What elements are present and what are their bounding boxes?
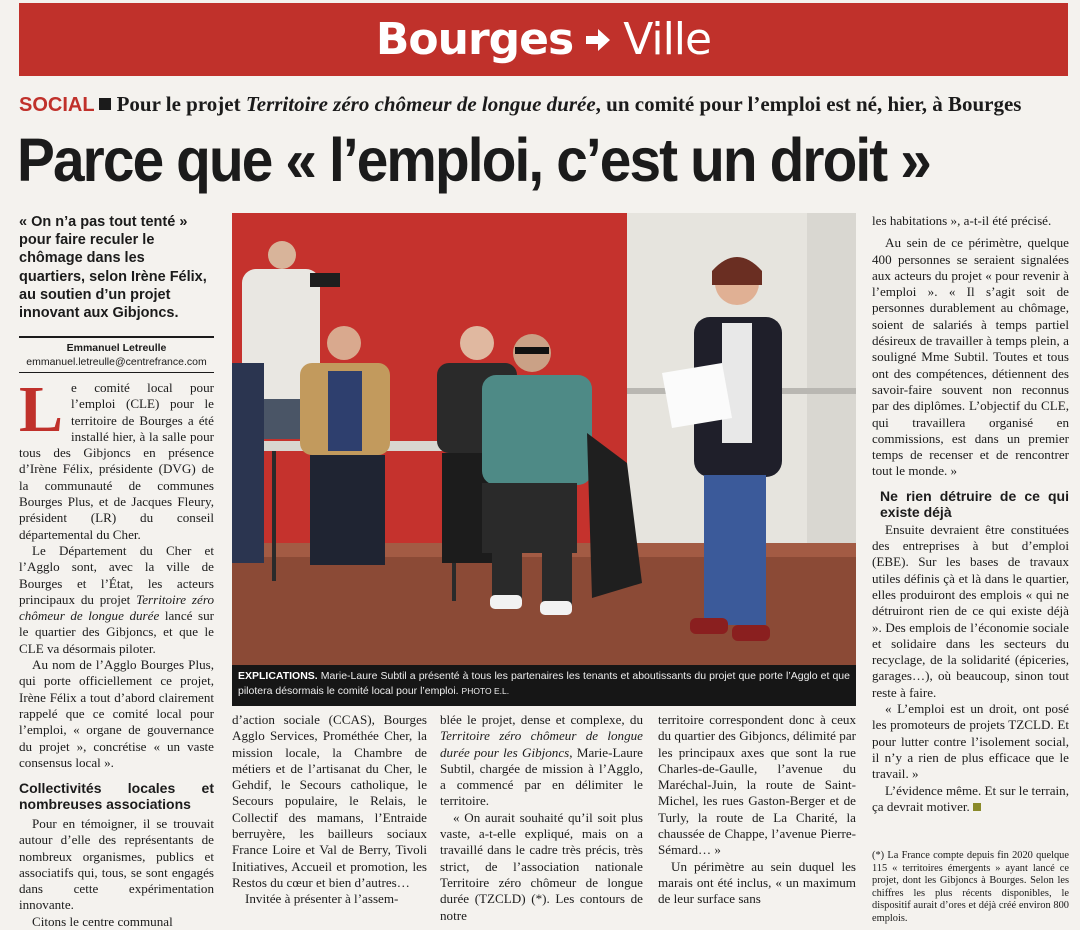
paragraph: « On aurait souhaité qu’il soit plus vaste, a-t-elle expliqué, mais on a travaillé dans le cadre très précis, très strict, de l’association nationale Territoire zéro chômeur de longue durée (TZCLD) (*). Les contours de notre <box>440 809 643 923</box>
paragraph-text: , Marie-Laure Subtil, chargée de mission à l’Agglo, a commencé par en délimiter le territoire. <box>440 744 643 809</box>
paragraph-text: lancé sur le quartier des Gibjoncs, et que le CLE va désormais piloter. <box>19 608 215 656</box>
paragraph-text: L’évidence même. Et sur le terrain, ça devrait motiver. <box>872 782 1069 814</box>
project-name: Territoire zéro chômeur de longue durée <box>19 591 214 624</box>
article-photo <box>232 213 856 665</box>
lead-paragraph: « On n’a pas tout tenté » pour faire reculer le chômage dans les quartiers, selon Irène Félix, au soutien d’un projet innovant aux Gibjoncs. <box>19 214 207 322</box>
footnote: (*) La France compte depuis fin 2020 quelque 115 « territoires émergents » ayant lancé ce projet, dont les Gibjoncs à Bourges. Selon les chiffres les plus récents disponibles, le dispositif aurait d’ores et déjà créé environ 800 emplois. <box>872 850 1069 924</box>
kicker-project: Territoire zéro chômeur de longue durée <box>245 92 596 116</box>
photo-credit: PHOTO E.L. <box>461 685 510 696</box>
paragraph: d’action sociale (CCAS), Bourges Agglo Services, Prométhée Cher, la mission locale, la Chambre de métiers et de l’artisanat du Cher, le Gehdif, le Secours catholique, le Secours populaire, le Relais, le Collectif des mamans, l’Entraide berruyère, les bailleurs sociaux France Loire et Val de Berry, Tivoli Initiatives, Accueil et promotion, les Restos du cœur et bien d’autres… <box>232 712 427 890</box>
banner-section: Ville <box>623 14 712 65</box>
paragraph: territoire correspondent donc à ceux du quartier des Gibjoncs, délimité par les principaux axes que sont la rue Charles-de-Gaulle, l’avenue du Maréchal-Juin, la route de Saint-Michel, les rues Gaston-Berger et de Turly, la route de La Charité, la chaussée de Chappe, l’avenue Pierre-Sémard… » <box>658 712 856 858</box>
author-email[interactable]: emmanuel.letreulle@centrefrance.com <box>26 356 207 368</box>
photo-caption <box>232 665 856 706</box>
author-name: Emmanuel Letreulle <box>66 342 167 354</box>
paragraph: Pour en témoigner, il se trouvait autour d’elle des représentants de nombreux organismes, publics et associatifs qui, tous, se sont engagés dans cette expérimentation innovante. <box>19 816 214 913</box>
banner-city: Bourges <box>375 14 574 65</box>
paragraph: Au sein de ce périmètre, quelque 400 personnes se seraient signalées aux acteurs du projet « pour revenir à l’emploi ». « Il s’agit soit de personnes durablement au chômage, soient de salariés à temps partiel désireux de travailler à temps plein, a souligné Mme Subtil. Toutes et tous ont des compétences, détiennent des savoir-faire souvent non reconnus par des diplômes. L’objectif du CLE, qui travaillera organisé en commissions, est dans un premier temps de recenser et de rencontrer tout le monde. » <box>872 235 1069 479</box>
article-column-3 <box>440 712 643 924</box>
paragraph-text: e comité local pour l’emploi (CLE) pour le territoire de Bourges a été installé hier, à la salle pour tous des Gibjoncs en présence d’Irène Félix, présidente (DVG) de la communauté de communes Bourges Plus, et de Jacques Fleury, président (LR) du conseil départemental du Cher. <box>19 380 214 542</box>
headline: Parce que « l’emploi, c’est un droit » <box>17 126 930 194</box>
paragraph: Invitée à présenter à l’assem- <box>245 891 399 907</box>
paragraph-text: Le Département du Cher et l’Agglo sont, avec la ville de Bourges et l’État, les acteurs principaux du projet <box>19 542 214 607</box>
article-column-2 <box>232 712 427 908</box>
rubric-label: SOCIAL <box>19 94 95 116</box>
kicker <box>19 92 1069 117</box>
divider <box>19 336 214 338</box>
paragraph: Ensuite devraient être constituées des entreprises à but d’emploi (EBE). Sur les bases de travaux utiles définis çà et là dans le quartier, elles produiront des emplois « qui ne détruiront rien de ce qui existe déjà ». Des emplois de l’économie sociale et solidaire dans les secteurs du recyclage, de la solidarité (épiceries, garages…), où beaucoup, sinon tout reste à faire. <box>872 521 1069 700</box>
subheading: Ne rien détruire de ce qui existe déjà <box>880 487 1069 520</box>
caption-text: Marie-Laure Subtil a présenté à tous les partenaires les tenants et aboutissants du projet que porte l’Agglo et que pilotera désormais le comité local pour l’emploi. <box>238 670 850 697</box>
drop-cap: L <box>19 373 64 446</box>
square-bullet-icon <box>99 98 111 110</box>
paragraph-text: blée le projet, dense et complexe, du <box>440 712 643 727</box>
paragraph: « L’emploi est un droit, ont posé les promoteurs de projets TZCLD. Et pour lutter contre l’isolement social, il n’y a rien de plus efficace que le travail. » <box>872 701 1069 782</box>
article-column-5 <box>872 213 1069 815</box>
paragraph: les habitations », a-t-il été précisé. <box>872 213 1052 228</box>
caption-label: EXPLICATIONS. <box>238 670 318 682</box>
section-banner <box>19 3 1068 76</box>
paragraph: Au nom de l’Agglo Bourges Plus, qui porte officiellement ce projet, Irène Félix a tout d’abord clairement rappelé que ce comité local pour l’emploi, « organe de gouvernance du projet », concrétise « un vaste consensus local ». <box>19 657 214 770</box>
kicker-text-after: , un comité pour l’emploi est né, hier, à Bourges <box>595 92 1022 116</box>
kicker-text: Pour le projet <box>116 92 246 116</box>
paragraph: Un périmètre au sein duquel les marais ont été inclus, « un maximum de leur surface sans <box>658 858 856 907</box>
article-column-1-continued <box>19 780 214 930</box>
arrow-right-icon <box>583 25 613 55</box>
byline <box>19 341 214 369</box>
paragraph <box>19 543 214 657</box>
project-name: Territoire zéro chômeur de longue durée pour les Gibjoncs <box>440 728 643 760</box>
paragraph <box>440 712 643 810</box>
paragraph <box>19 373 214 543</box>
article-column-1 <box>19 373 215 771</box>
paragraph: Citons le centre communal <box>32 913 173 929</box>
article-column-4 <box>658 712 856 908</box>
subheading: Collectivités locales et nombreuses associations <box>19 780 214 812</box>
paragraph <box>872 783 1069 816</box>
end-mark-icon <box>973 803 981 811</box>
